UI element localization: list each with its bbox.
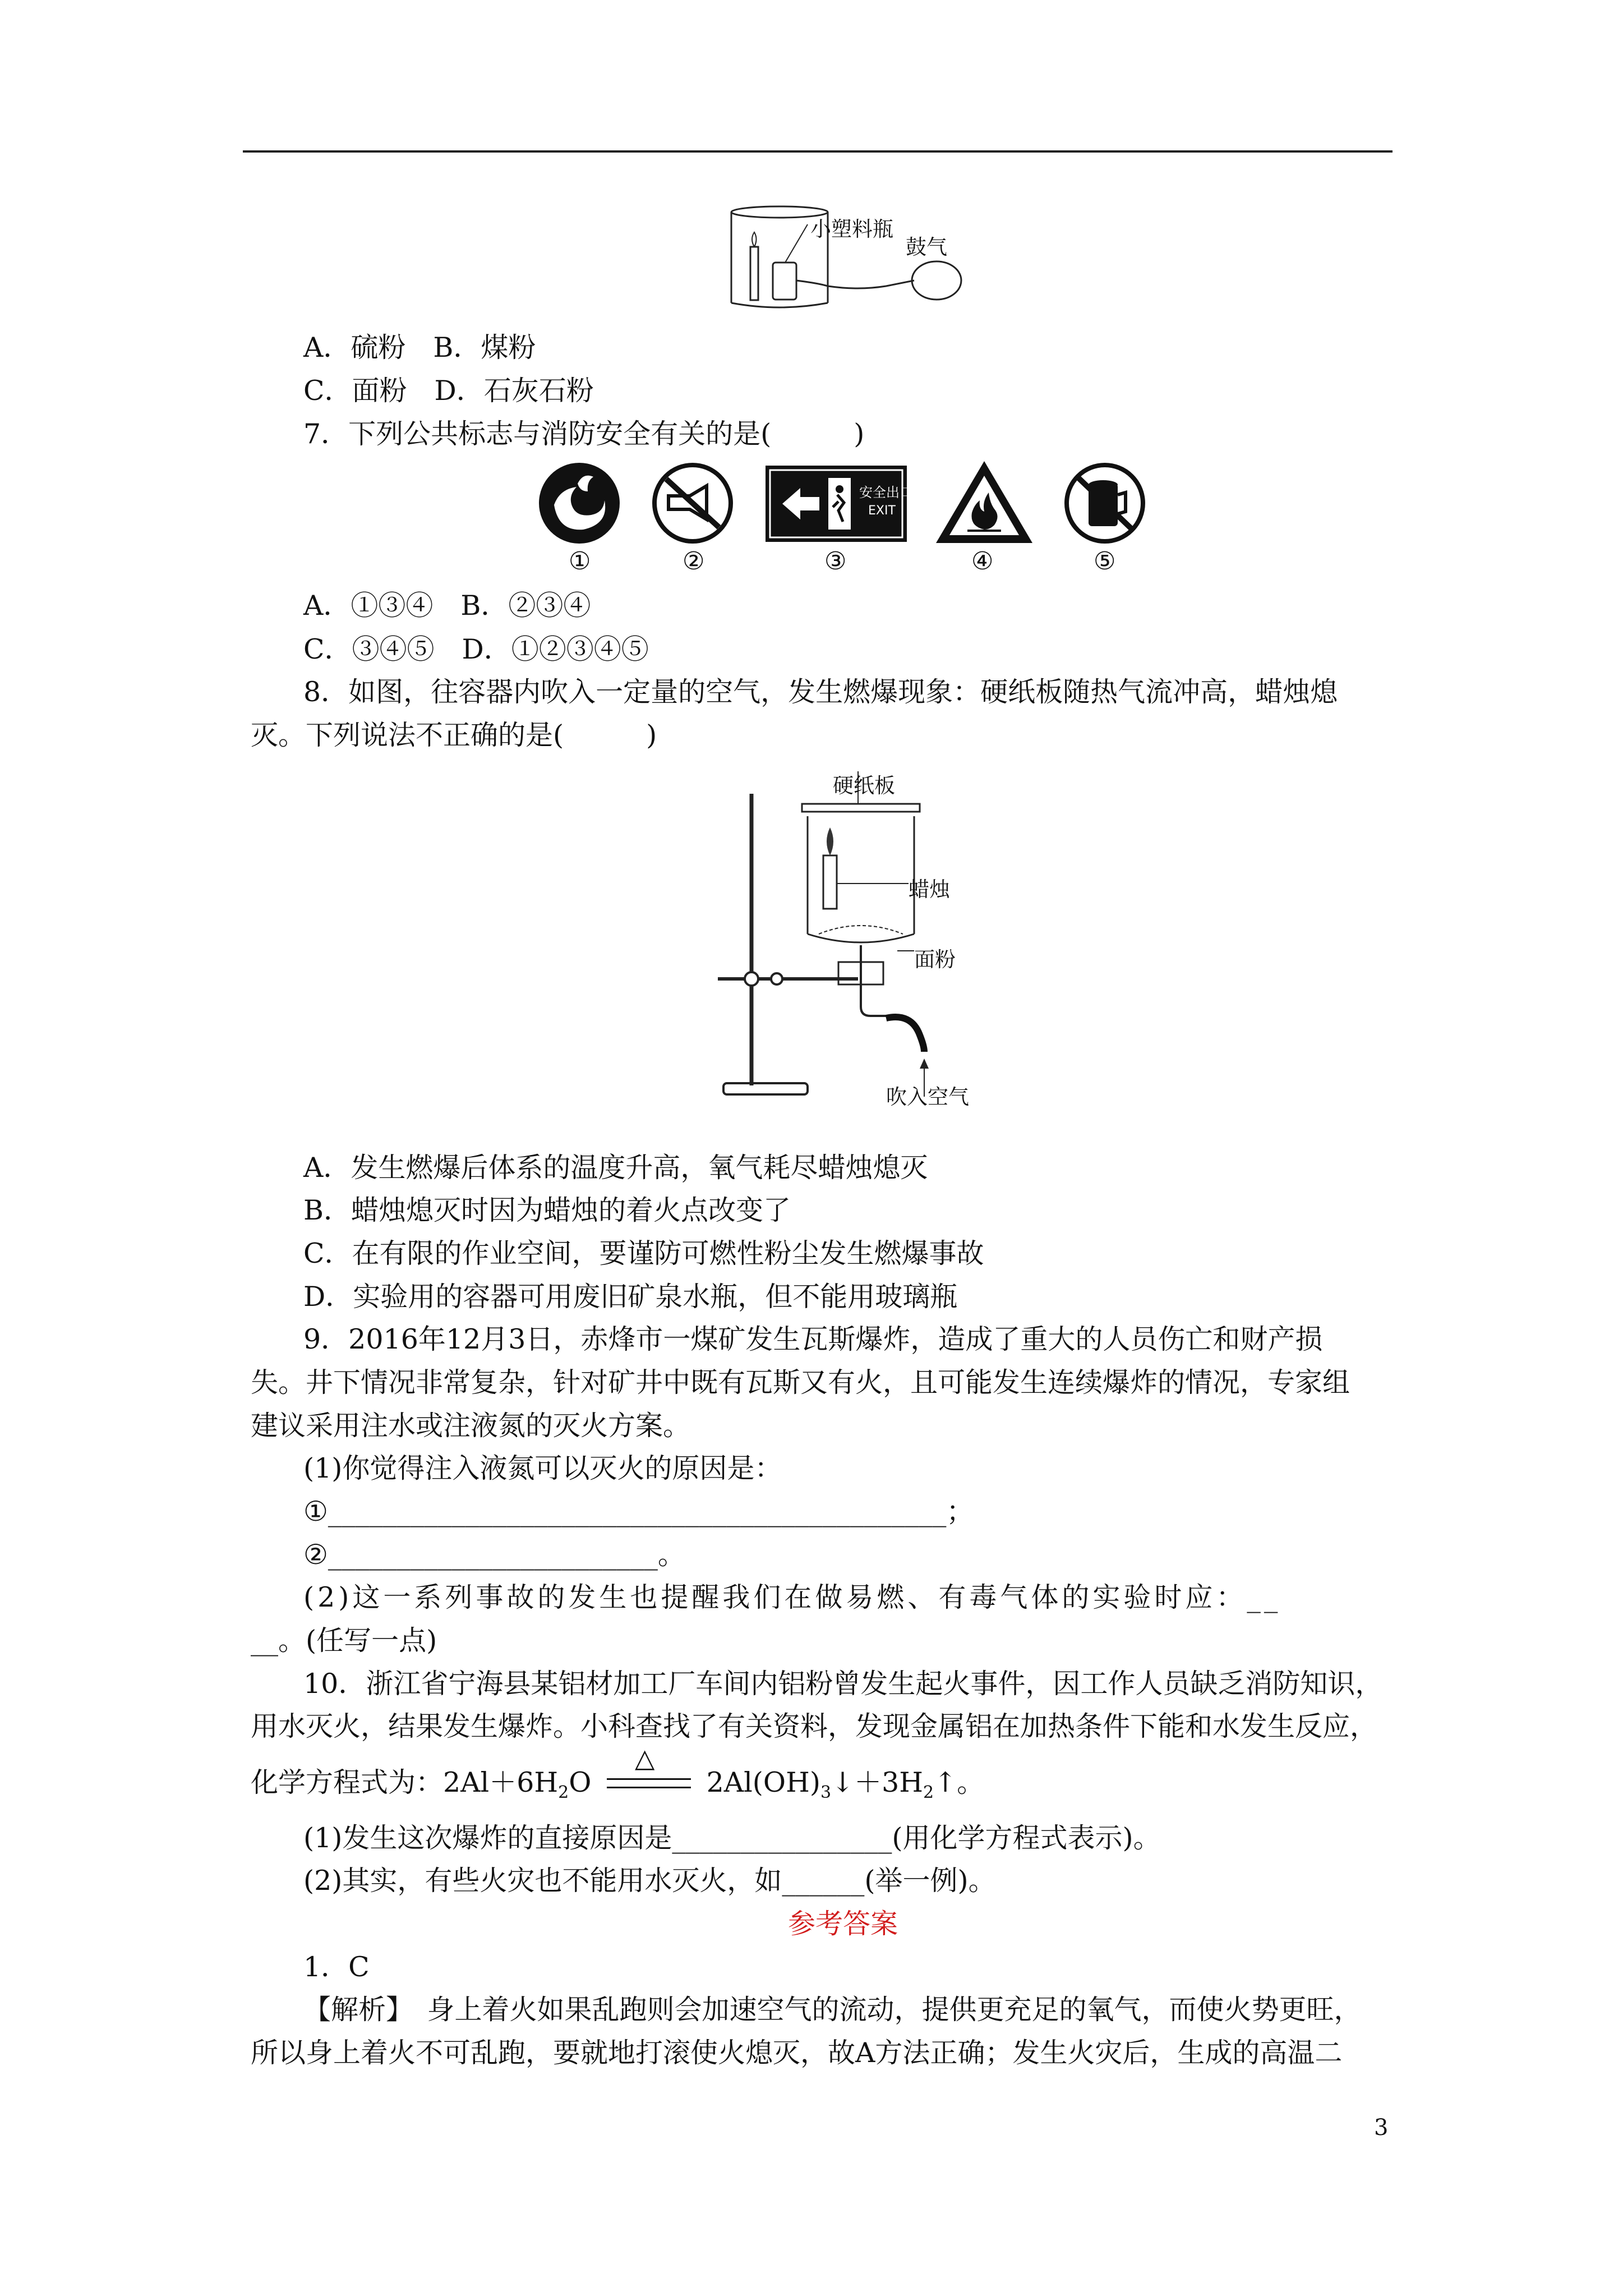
sign-5-icon (1063, 461, 1147, 545)
q8-stem-line2: 灭。下列说法不正确的是( ) (251, 719, 657, 751)
page-number: 3 (1374, 2115, 1389, 2141)
q8-option-b: B．蜡烛熄灭时因为蜡烛的着火点改变了 (303, 1194, 791, 1226)
q6-option-cd: C．面粉 D．石灰石粉 (303, 375, 594, 407)
eq-mid-2: ↓＋3H (831, 1766, 923, 1798)
exit-sign-cn: 安全出口 (859, 485, 913, 500)
sign-number-4: ④ (971, 547, 994, 576)
sign-2-icon (651, 461, 735, 545)
q9-blank2: ②________________________。 (303, 1539, 685, 1571)
eq-product: 2Al(OH) (706, 1766, 820, 1798)
answer-1-explanation-line1: 【解析】 身上着火如果乱跑则会加速空气的流动，提供更充足的氧气，而使火势更旺， (303, 1994, 1362, 2026)
q8-option-c: C．在有限的作业空间，要谨防可燃性粉尘发生燃爆事故 (303, 1237, 984, 1269)
label-air: 鼓气 (906, 235, 947, 259)
q10-sub2: (2)其实，有些火灾也不能用水灭火，如______(举一例)。 (303, 1865, 996, 1897)
sign-number-3: ③ (824, 547, 847, 576)
eq-end: ↑。 (934, 1766, 985, 1798)
q10-line1: 10．浙江省宁海县某铝材加工厂车间内铝粉曾发生起火事件，因工作人员缺乏消防知识， (303, 1668, 1383, 1700)
label-candle: 蜡烛 (909, 877, 950, 901)
q10-equation (251, 1742, 985, 1810)
q9-sub1: (1)你觉得注入液氮可以灭火的原因是： (303, 1452, 782, 1484)
q7-stem: 7．下列公共标志与消防安全有关的是( ) (303, 418, 865, 450)
q8-stem-line1: 8．如图，往容器内吹入一定量的空气，发生燃爆现象：硬纸板随热气流冲高，蜡烛熄 (303, 676, 1338, 708)
q10-sub1: (1)发生这次爆炸的直接原因是________________(用化学方程式表示)。 (303, 1822, 1161, 1854)
eq-arrow (607, 1742, 691, 1796)
q9-line2: 失。井下情况非常复杂，针对矿井中既有瓦斯又有火，且可能发生连续爆炸的情况，专家组 (251, 1366, 1350, 1398)
eq-sub-2: 3 (820, 1782, 832, 1802)
label-blow-air: 吹入空气 (886, 1085, 969, 1109)
q9-sub2-line1: (2)这一系列事故的发生也提醒我们在做易燃、有毒气体的实验时应：__ (303, 1581, 1281, 1613)
dust-explosion-apparatus-figure (718, 771, 970, 1102)
answers-title: 参考答案 (788, 1908, 898, 1940)
eq-condition: △ (634, 1742, 655, 1773)
exit-sign-en: EXIT (868, 504, 896, 518)
sign-number-2: ② (683, 547, 705, 576)
label-flour: 面粉 (914, 947, 956, 972)
q10-line2: 用水灭火，结果发生爆炸。小科查找了有关资料，发现金属铝在加热条件下能和水发生反应， (251, 1710, 1378, 1742)
answer-1-explanation-line2: 所以身上着火不可乱跑，要就地打滚使火熄灭，故A方法正确；发生火灾后，生成的高温二 (251, 2037, 1343, 2069)
sign-number-5: ⑤ (1094, 547, 1116, 576)
q9-line3: 建议采用注水或注液氮的灭火方案。 (251, 1410, 691, 1442)
answer-1: 1．C (303, 1951, 370, 1983)
sign-4-flammable-icon (934, 459, 1035, 546)
eq-sub-3: 2 (923, 1782, 934, 1802)
q7-option-ab: A．①③④ B．②③④ (303, 590, 591, 622)
header-rule (243, 150, 1393, 153)
q8-option-d: D．实验用的容器可用废旧矿泉水瓶，但不能用玻璃瓶 (303, 1281, 958, 1313)
eq-sub-1: 2 (558, 1782, 569, 1802)
q8-option-a: A．发生燃爆后体系的温度升高，氧气耗尽蜡烛熄灭 (303, 1152, 928, 1184)
q7-option-cd: C．③④⑤ D．①②③④⑤ (303, 633, 649, 665)
label-board: 硬纸板 (833, 774, 895, 798)
q9-line1: 9．2016年12月3日，赤烽市一煤矿发生瓦斯爆炸，造成了重大的人员伤亡和财产损 (303, 1323, 1323, 1355)
q9-blank1: ①_____________________________________________； (303, 1496, 974, 1527)
sign-1-icon (537, 461, 621, 545)
eq-double-line (607, 1778, 691, 1788)
q6-option-ab: A．硫粉 B．煤粉 (303, 332, 536, 364)
label-small-bottle: 小塑料瓶 (810, 217, 893, 241)
q9-sub2-line2: __。(任写一点) (251, 1625, 437, 1657)
sign-number-1: ① (569, 547, 591, 576)
eq-mid-1: O (569, 1766, 592, 1798)
eq-prefix: 化学方程式为：2Al＋6H (251, 1766, 559, 1798)
